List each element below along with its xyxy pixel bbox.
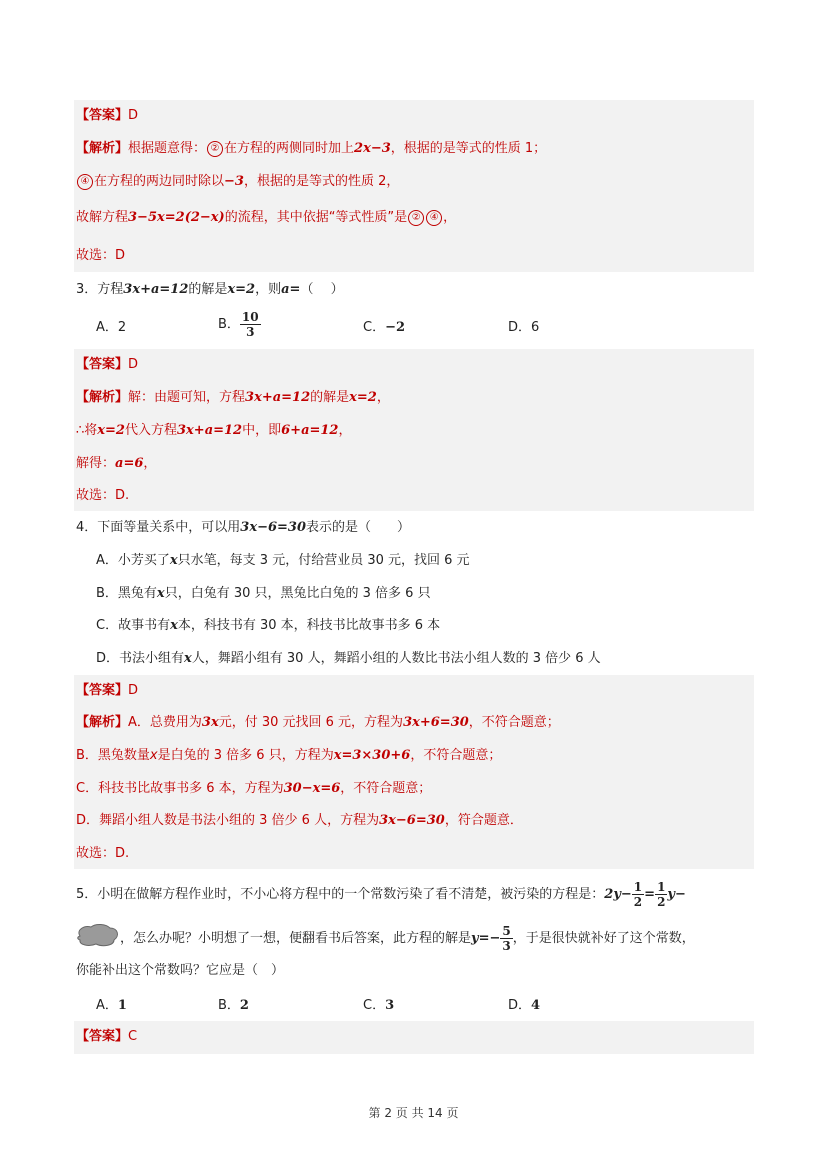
q4-option-c[interactable]: C．故事书有x本，科技书有 30 本，科技书比故事书多 6 本 xyxy=(96,618,441,633)
analysis-line3-q3: 解得：a=6， xyxy=(76,456,157,471)
q5-option-a[interactable]: A．1 xyxy=(96,998,127,1013)
answer-box-q4 xyxy=(74,675,754,869)
analysis-line3-q2: 故解方程3−5x=2(2−x)的流程，其中依据“等式性质”是 ② ④ ， xyxy=(76,210,457,225)
q3-option-c[interactable]: C．−2 xyxy=(363,320,406,335)
circled-4: ④ xyxy=(77,174,93,190)
q3-option-b[interactable]: B． $\frac{10}{3}$ xyxy=(218,310,259,339)
page-number-footer: 第 2 页 共 14 页 xyxy=(368,1106,459,1120)
ink-blot-icon xyxy=(74,922,120,948)
question-4-stem: 4．下面等量关系中，可以用3x−6=30表示的是（ ） xyxy=(76,520,411,535)
choice-line-q3: 故选：D. xyxy=(76,488,130,503)
answer-line-q5: 【答案】C xyxy=(76,1029,138,1044)
circled-2: ② xyxy=(207,141,223,157)
q5-option-b[interactable]: B．2 xyxy=(218,998,249,1013)
analysis-line1-q2: 【解析】根据题意得： ② 在方程的两侧同时加上2x−3，根据的是等式的性质 1； xyxy=(76,141,547,156)
q4-option-a[interactable]: A．小芳买了x只水笔，每支 3 元，付给营业员 30 元，找回 6 元 xyxy=(96,553,470,568)
answer-line-q3: 【答案】D xyxy=(76,357,139,372)
circled-2: ② xyxy=(408,210,424,226)
choice-line-q4: 故选：D. xyxy=(76,846,130,861)
analysis-line1-q4: 【解析】A．总费用为3x元，付 30 元找回 6 元，方程为3x+6=30，不符合题意； xyxy=(76,715,560,730)
analysis-line2-q3: ∴将x=2代入方程3x+a=12中，即6+a=12， xyxy=(76,423,352,438)
analysis-line4-q4: D．舞蹈小组人数是书法小组的 3 倍少 6 人，方程为3x−6=30，符合题意． xyxy=(76,813,523,828)
answer-line-q4: 【答案】D xyxy=(76,683,139,698)
circled-4: ④ xyxy=(426,210,442,226)
q4-option-d[interactable]: D．书法小组有x人，舞蹈小组有 30 人，舞蹈小组的人数比书法小组人数的 3 倍少 6 人 xyxy=(96,651,601,666)
analysis-line3-q4: C．科技书比故事书多 6 本，方程为30−x=6，不符合题意； xyxy=(76,781,432,796)
analysis-line2-q4: B．黑兔数量x是白兔的 3 倍多 6 只，方程为x=3×30+6，不符合题意； xyxy=(76,748,502,763)
q5-option-c[interactable]: C．3 xyxy=(363,998,395,1013)
q5-option-d[interactable]: D．4 xyxy=(508,998,541,1013)
question-5-line1: 5．小明在做解方程作业时，不小心将方程中的一个常数污染了看不清楚，被污染的方程是：2y− $\frac{1}{2}$ = $\frac{1}{2}$ y− xyxy=(76,880,686,909)
q3-option-d[interactable]: D．6 xyxy=(508,320,540,335)
answer-line-q2: 【答案】D xyxy=(76,108,139,123)
choice-line-q2: 故选：D xyxy=(76,248,126,263)
question-5-line2: ，怎么办呢？小明想了一想，便翻看书后答案，此方程的解是y=− $\frac{5}{3}$ ，于是很快就补好了这个常数， xyxy=(120,924,695,953)
answer-box-q5 xyxy=(74,1021,754,1054)
fraction-10-3: $\frac{10}{3}$ xyxy=(241,310,259,339)
question-5-line3: 你能补出这个常数吗？它应是（ ） xyxy=(76,963,285,978)
q3-option-a[interactable]: A．2 xyxy=(96,320,127,335)
q4-option-b[interactable]: B．黑兔有x只，白兔有 30 只，黑兔比白兔的 3 倍多 6 只 xyxy=(96,586,431,601)
question-3-stem: 3．方程3x+a=12的解是x=2，则a=（ ） xyxy=(76,282,344,297)
analysis-line1-q3: 【解析】解：由题可知，方程3x+a=12的解是x=2， xyxy=(76,390,390,405)
analysis-line2-q2: ④ 在方程的两边同时除以−3，根据的是等式的性质 2， xyxy=(76,172,399,192)
